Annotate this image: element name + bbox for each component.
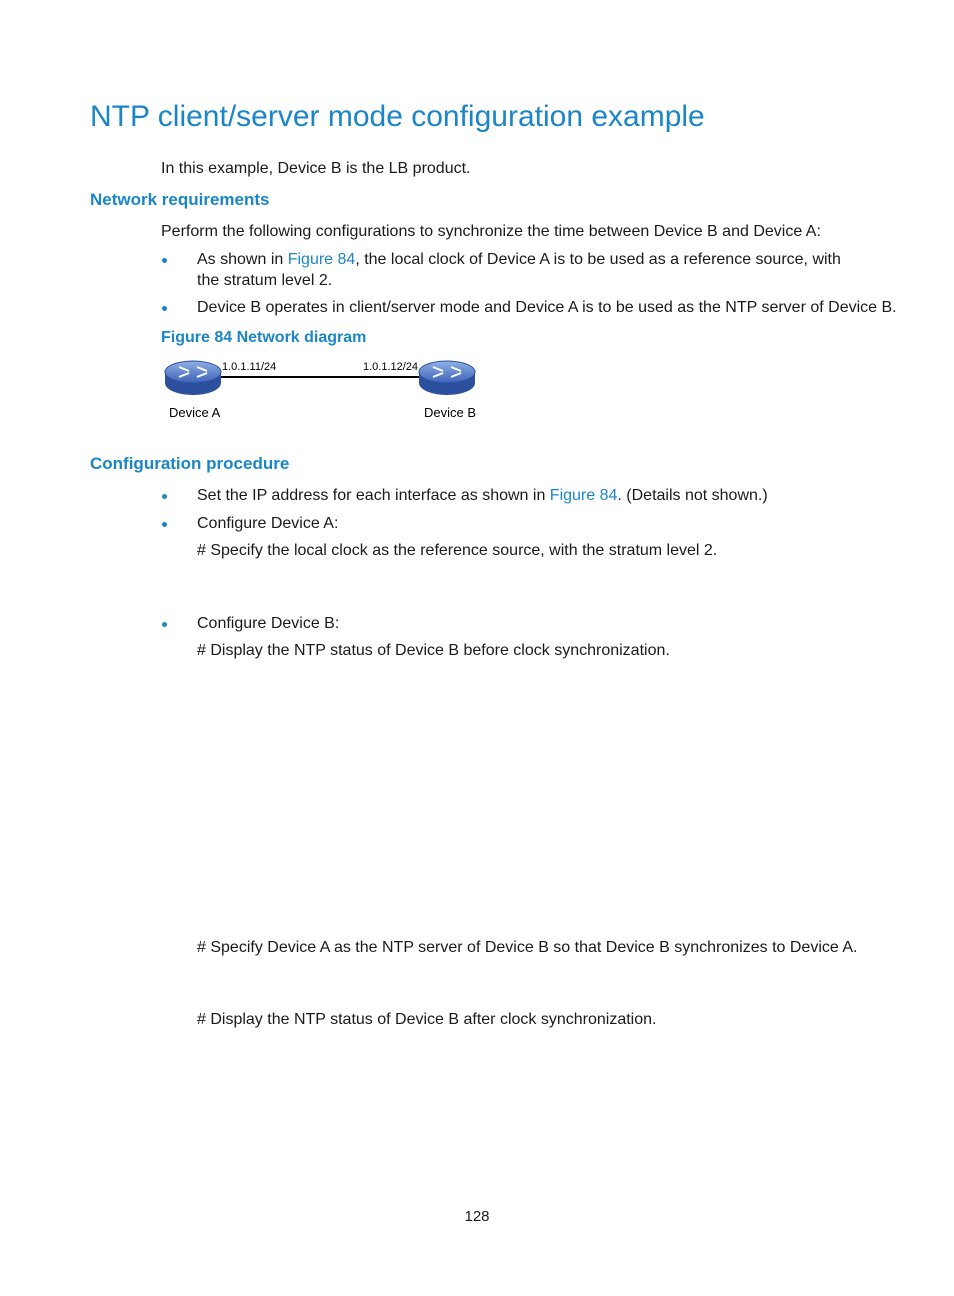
requirements-lead: Perform the following configurations to synchronize the time between Device B and Device A: xyxy=(161,223,821,240)
device-b-label: Device B xyxy=(424,405,477,420)
figure-84-link[interactable]: Figure 84 xyxy=(549,487,618,504)
procedure-item-3: Configure Device B: xyxy=(197,615,340,632)
page-title: NTP client/server mode configuration example xyxy=(90,100,705,133)
figure-84-link[interactable]: Figure 84 xyxy=(287,251,356,268)
step-device-b-after: # Display the NTP status of Device B after clock synchronization. xyxy=(197,1011,657,1028)
procedure-item-1-text-end: . (Details not shown.) xyxy=(617,487,768,504)
bullet-icon xyxy=(162,494,167,499)
router-icon xyxy=(419,361,475,395)
bullet-icon xyxy=(162,622,167,627)
section-configuration-procedure: Configuration procedure xyxy=(90,454,290,473)
router-icon xyxy=(165,361,221,395)
step-device-b-before: # Display the NTP status of Device B before clock synchronization. xyxy=(197,642,670,659)
intro-text: In this example, Device B is the LB product. xyxy=(161,160,471,177)
bullet-icon xyxy=(162,306,167,311)
ip-label-device-a: 1.0.1.11/24 xyxy=(222,361,277,373)
bullet-icon xyxy=(162,258,167,263)
figure-caption: Figure 84 Network diagram xyxy=(161,329,367,346)
device-a-label: Device A xyxy=(169,405,221,420)
page-number: 128 xyxy=(464,1208,490,1225)
ip-label-device-b: 1.0.1.12/24 xyxy=(363,361,419,373)
step-device-a-reference: # Specify the local clock as the reference source, with the stratum level 2. xyxy=(197,542,718,559)
bullet-icon xyxy=(162,522,167,527)
requirements-item-1-text: As shown in xyxy=(197,251,288,268)
section-network-requirements: Network requirements xyxy=(90,190,270,209)
requirements-item-1 xyxy=(197,249,862,291)
procedure-item-1-text: Set the IP address for each interface as shown in xyxy=(197,487,550,504)
requirements-item-2: Device B operates in client/server mode and Device A is to be used as the NTP server of Device B. xyxy=(197,299,897,316)
procedure-item-1 xyxy=(197,485,768,506)
requirements-item-1-text-end: , the local clock of Device A is to be used as a reference source, with the stratum level 2. xyxy=(197,251,841,289)
procedure-item-2: Configure Device A: xyxy=(197,515,339,532)
step-device-b-server: # Specify Device A as the NTP server of Device B so that Device B synchronizes to Device A. xyxy=(197,939,858,956)
